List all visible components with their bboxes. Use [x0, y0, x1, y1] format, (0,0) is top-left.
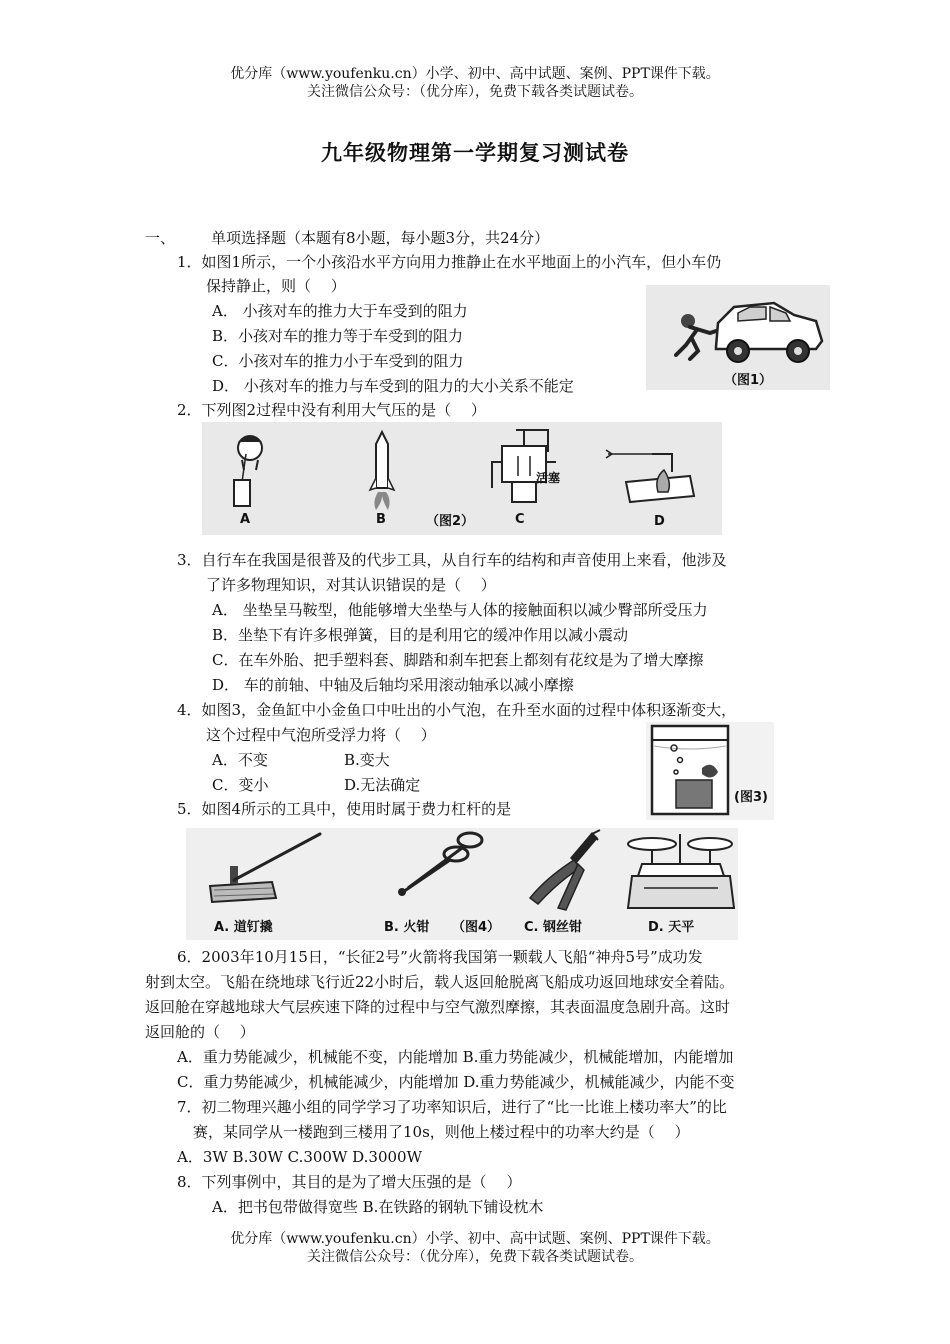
section-number: 一、: [145, 229, 176, 247]
q1-option-a: A． 小孩对车的推力大于车受到的阻力: [212, 302, 468, 320]
figure-2-piston-label: 活塞: [536, 471, 561, 485]
q4-stem-line-1: 4．如图3，金鱼缸中小金鱼口中吐出的小气泡，在升至水面的过程中体积逐渐变大，: [177, 701, 737, 719]
figure-4-levers: [186, 828, 738, 940]
figure-4-label-c: C. 钢丝钳: [524, 920, 583, 935]
q4-option-a: A．不变: [212, 751, 268, 769]
q1-option-d: D． 小孩对车的推力与车受到的阻力的大小关系不能定: [212, 377, 574, 395]
q1-stem-line-2: 保持静止，则（ ）: [206, 277, 346, 295]
q8-options: A．把书包带做得宽些 B.在铁路的钢轨下铺设枕木: [212, 1198, 544, 1216]
q1-stem-line-1: 1．如图1所示，一个小孩沿水平方向用力推静止在水平地面上的小汽车，但小车仍: [177, 253, 722, 271]
figure-4-label-d: D. 天平: [648, 920, 695, 935]
q6-stem-line-2: 射到太空。飞船在绕地球飞行近22小时后，载人返回舱脱离飞船成功返回地球安全着陆。: [145, 973, 735, 991]
q7-options: A．3W B.30W C.300W D.3000W: [177, 1148, 423, 1166]
q4-option-d: D.无法确定: [344, 776, 421, 794]
q6-options-ab: A．重力势能减少，机械能不变，内能增加 B.重力势能减少，机械能增加，内能增加: [177, 1048, 734, 1066]
q4-option-c: C．变小: [212, 776, 269, 794]
q6-stem-line-1: 6．2003年10月15日，“长征2号”火箭将我国第一颗载人飞船“神舟5号”成功发: [177, 948, 703, 966]
q5-stem: 5．如图4所示的工具中，使用时属于费力杠杆的是: [177, 800, 512, 818]
footer-line-1: 优分库（www.youfenku.cn）小学、初中、高中试题、案例、PPT课件下载。: [230, 1231, 720, 1247]
q6-stem-line-4: 返回舱的（ ）: [145, 1023, 255, 1041]
figure-2-label-d: D: [654, 514, 665, 529]
q1-option-c: C．小孩对车的推力小于车受到的阻力: [212, 352, 464, 370]
section-heading: 单项选择题（本题有8小题，每小题3分，共24分）: [211, 229, 550, 247]
header-line-1: 优分库（www.youfenku.cn）小学、初中、高中试题、案例、PPT课件下载。: [230, 66, 720, 82]
q6-options-cd: C．重力势能减少，机械能减少，内能增加 D.重力势能减少，机械能减少，内能不变: [177, 1073, 735, 1091]
page-title: 九年级物理第一学期复习测试卷: [321, 140, 629, 165]
figure-2-caption: （图2）: [426, 514, 475, 529]
q4-option-b: B.变大: [344, 751, 390, 769]
figure-2-label-b: B: [376, 512, 386, 527]
figure-1-caption: （图1）: [724, 373, 773, 388]
q3-option-d: D． 车的前轴、中轴及后轴均采用滚动轴承以减小摩擦: [212, 676, 574, 694]
figure-4-caption: （图4）: [452, 920, 501, 935]
q3-option-c: C．在车外胎、把手塑料套、脚踏和刹车把套上都刻有花纹是为了增大摩擦: [212, 651, 704, 669]
figure-4-label-b: B. 火钳: [384, 920, 430, 935]
figure-4-label-a: A. 道钉撬: [214, 920, 273, 935]
figure-3-fish-tank: [646, 722, 774, 820]
q8-stem: 8．下列事例中，其目的是为了增大压强的是（ ）: [177, 1173, 522, 1191]
q3-option-b: B．坐垫下有许多根弹簧，目的是利用它的缓冲作用以减小震动: [212, 626, 629, 644]
q7-stem-line-1: 7．初二物理兴趣小组的同学学习了功率知识后，进行了“比一比谁上楼功率大”的比: [177, 1098, 727, 1116]
q4-stem-line-2: 这个过程中气泡所受浮力将（ ）: [206, 726, 436, 744]
q7-stem-line-2: 赛，某同学从一楼跑到三楼用了10s，则他上楼过程中的功率大约是（ ）: [193, 1123, 690, 1141]
figure-3-caption: (图3): [734, 790, 768, 805]
footer-line-2: 关注微信公众号：（优分库），免费下载各类试题试卷。: [307, 1249, 643, 1265]
figure-1-car-push: [646, 285, 830, 390]
figure-2-air-pressure: [202, 422, 722, 535]
q2-stem: 2．下列图2过程中没有利用大气压的是（ ）: [177, 401, 486, 419]
figure-2-label-a: A: [240, 512, 251, 527]
figure-2-label-c: C: [515, 512, 525, 527]
q3-stem-line-2: 了许多物理知识，对其认识错误的是（ ）: [206, 576, 496, 594]
q3-option-a: A． 坐垫呈马鞍型，他能够增大坐垫与人体的接触面积以减少臀部所受压力: [212, 601, 708, 619]
q1-option-b: B．小孩对车的推力等于车受到的阻力: [212, 327, 464, 345]
q6-stem-line-3: 返回舱在穿越地球大气层疾速下降的过程中与空气激烈摩擦，其表面温度急剧升高。这时: [145, 998, 731, 1016]
header-line-2: 关注微信公众号：（优分库），免费下载各类试题试卷。: [307, 84, 643, 100]
q3-stem-line-1: 3．自行车在我国是很普及的代步工具，从自行车的结构和声音使用上来看，他涉及: [177, 551, 727, 569]
